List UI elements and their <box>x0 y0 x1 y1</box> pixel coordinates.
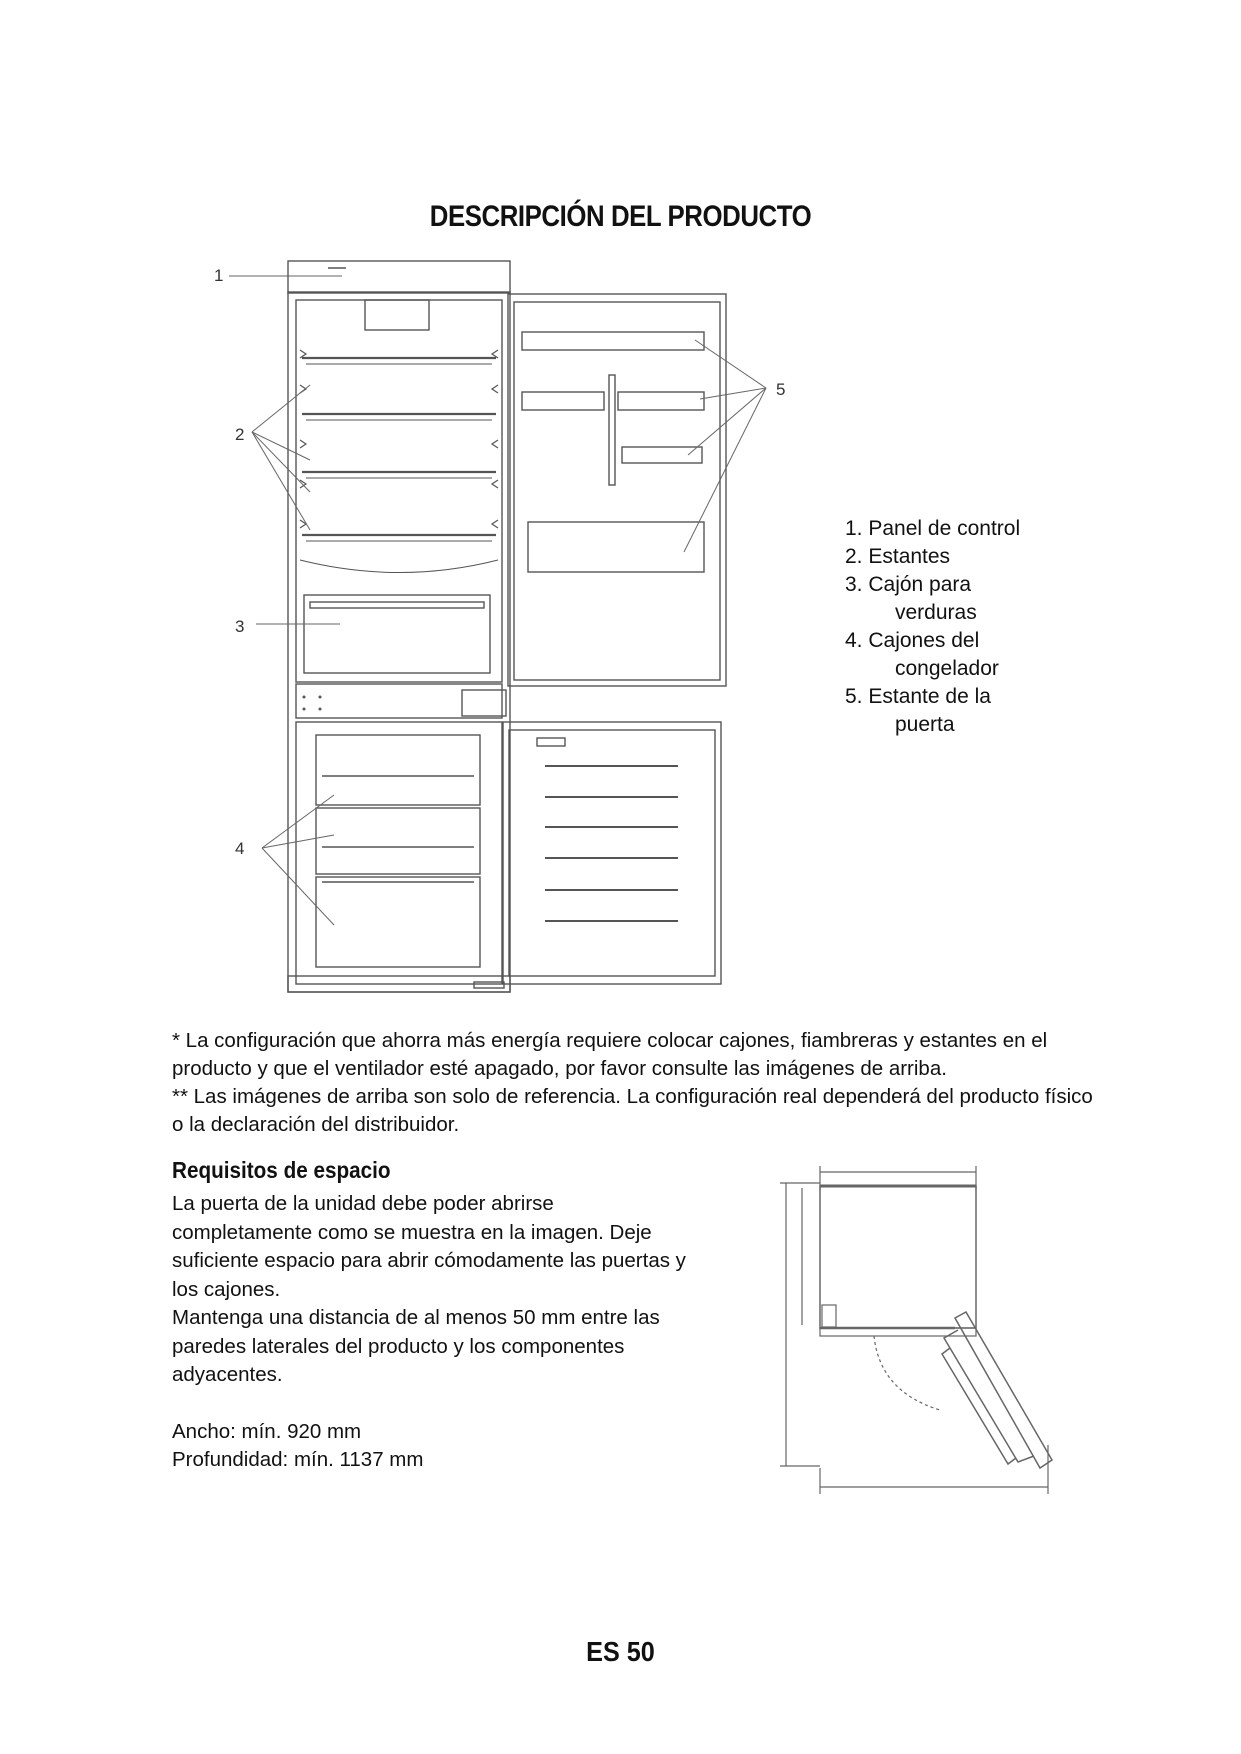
notes-section <box>172 1027 1097 1139</box>
callout-2: 2 <box>235 425 245 444</box>
note-energy: * La configuración que ahorra más energía requiere colocar cajones, fiambreras y estantes en el producto y que el ventilador esté apagado, por favor consulte las imágenes de arriba. <box>172 1029 1048 1080</box>
space-para-door: La puerta de la unidad debe poder abrirse completamente como se muestra en la imagen. Deje suficiente espacio para abrir cómodamente las puertas y los cajones. <box>172 1192 686 1301</box>
door-clearance-diagram <box>770 1160 1090 1500</box>
legend-item-1: 1. Panel de control <box>845 517 1021 540</box>
min-depth: Profundidad: mín. 1137 mm <box>172 1448 424 1471</box>
note-reference: ** Las imágenes de arriba son solo de referencia. La configuración real dependerá del producto físico o la declaración del distribuidor. <box>172 1085 1093 1136</box>
minimum-dimensions <box>172 1418 423 1474</box>
legend-item-4-cont: congelador <box>895 657 999 680</box>
callout-5: 5 <box>776 380 786 399</box>
legend-item-3-cont: verduras <box>895 601 977 624</box>
page-title: DESCRIPCIÓN DEL PRODUCTO <box>429 200 812 233</box>
legend-item-4: 4. Cajones del <box>845 629 980 652</box>
callout-1: 1 <box>214 266 224 285</box>
space-requirements-title: Requisitos de espacio <box>172 1157 391 1183</box>
page-number: ES 50 <box>586 1636 655 1667</box>
fridge-diagram <box>200 255 786 1005</box>
legend-item-2: 2. Estantes <box>845 545 951 568</box>
legend-item-5: 5. Estante de la <box>845 685 991 708</box>
legend-item-5-cont: puerta <box>895 713 955 736</box>
callout-3: 3 <box>235 617 245 636</box>
min-width: Ancho: mín. 920 mm <box>172 1420 362 1443</box>
legend-item-3: 3. Cajón para <box>845 573 972 596</box>
space-para-distance: Mantenga una distancia de al menos 50 mm entre las paredes laterales del producto y los componentes adyacentes. <box>172 1306 660 1386</box>
callout-4: 4 <box>235 839 245 858</box>
parts-legend <box>845 515 1020 739</box>
space-requirements-body <box>172 1190 692 1390</box>
